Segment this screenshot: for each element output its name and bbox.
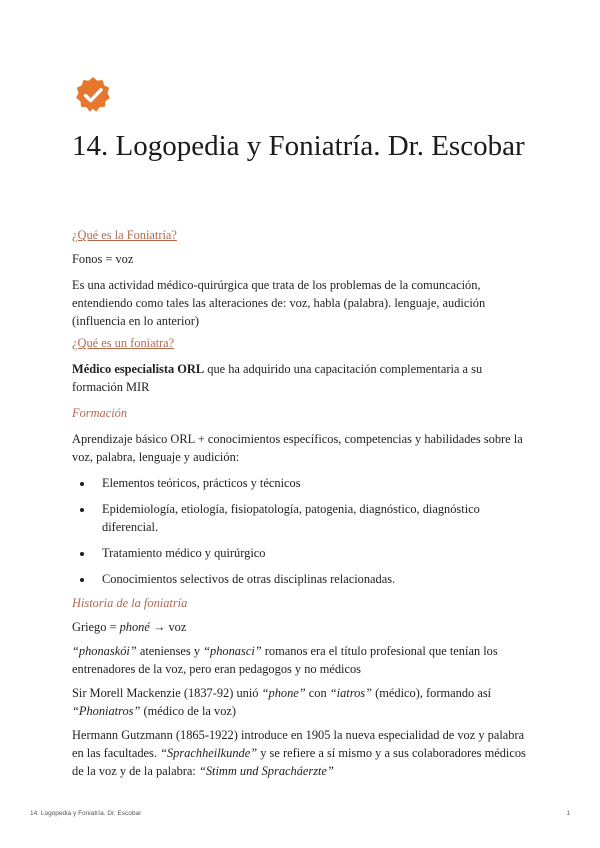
question-heading[interactable]: ¿Qué es la Foniatría? xyxy=(72,228,177,242)
text-span: romanos era el título profesional que tenían los entrenadores de la voz, pero eran pedagogos y no médicos xyxy=(72,644,498,676)
italic-text: “Stimm und Spracháerzte” xyxy=(198,764,334,778)
text-span: y se refiere a sí mismo y a sus colaboradores médicos de la voz y de la palabra: xyxy=(72,746,526,778)
bold-text: Médico especialista ORL xyxy=(72,362,205,376)
italic-text: phoné xyxy=(119,620,150,634)
paragraph xyxy=(72,726,532,780)
document-body xyxy=(72,226,532,780)
text-span: que ha adquirido una capacitación complementaria a su formación MIR xyxy=(72,362,483,394)
italic-text: “phonaskói” xyxy=(72,644,137,658)
bullet-list xyxy=(72,474,532,588)
italic-text: “phonasci” xyxy=(203,644,262,658)
text-span: Griego = xyxy=(72,620,120,634)
text-span: Sir Morell Mackenzie (1837-92) unió xyxy=(72,686,262,700)
page-title: 14. Logopedia y Foniatría. Dr. Escobar xyxy=(72,130,525,162)
list-item: • Elementos teóricos, prácticos y técnicos xyxy=(94,474,532,492)
paragraph: Fonos = voz xyxy=(72,252,134,266)
text-span: Hermann Gutzmann (1865-1922) introduce en 1905 la nueva especialidad de voz y palabra en las facultades. xyxy=(72,728,525,760)
list-item: • Epidemiología, etiología, fisiopatología, patogenia, diagnóstico, diagnóstico diferencial. xyxy=(94,500,532,536)
paragraph xyxy=(72,618,532,636)
paragraph xyxy=(72,642,532,678)
paragraph xyxy=(72,684,532,720)
footer-title: 14. Logopedia y Foniatría. Dr. Escobar xyxy=(30,810,142,817)
paragraph: Es una actividad médico-quirúrgica que trata de los problemas de la comuncación, entendiendo como tales las alteraciones de: voz, habla (palabra). lenguaje, audición (influencia en lo anterior) xyxy=(72,278,486,328)
subheading: Historia de la foniatría xyxy=(72,596,188,610)
text-span: atenienses y xyxy=(136,644,204,658)
subheading: Formación xyxy=(72,406,128,420)
paragraph: Aprendizaje básico ORL + conocimientos específicos, competencias y habilidades sobre la voz, palabra, lenguaje y audición: xyxy=(72,432,523,464)
italic-text: “Phoniatros” xyxy=(72,704,141,718)
text-span: (médico), formando así xyxy=(372,686,492,700)
text-span: → voz xyxy=(149,620,187,634)
text-span: (médico de la voz) xyxy=(140,704,237,718)
page-number: 1 xyxy=(566,810,570,817)
text-span: con xyxy=(305,686,330,700)
italic-text: “phone” xyxy=(261,686,306,700)
italic-text: “Sprachheilkunde” xyxy=(160,746,258,760)
italic-text: “iatros” xyxy=(329,686,373,700)
list-item: • Tratamiento médico y quirúrgico xyxy=(94,544,532,562)
list-item: • Conocimientos selectivos de otras disciplinas relacionadas. xyxy=(94,570,532,588)
verified-badge-icon xyxy=(74,76,112,114)
question-heading[interactable]: ¿Qué es un foniatra? xyxy=(72,336,175,350)
page-footer xyxy=(30,810,570,817)
paragraph xyxy=(72,360,532,396)
